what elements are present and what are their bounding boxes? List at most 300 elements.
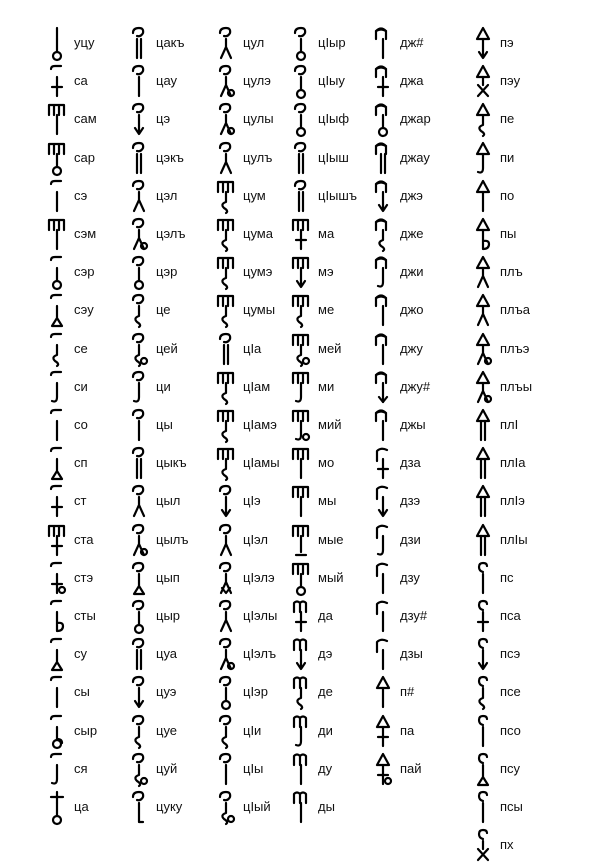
glyph-label: ци: [156, 378, 171, 394]
glyph-label: псу: [500, 760, 521, 776]
glyph-label: плъэ: [500, 340, 530, 356]
glyph-icon: [44, 102, 70, 138]
glyph-entry: [126, 217, 226, 253]
glyph-entry: [370, 714, 470, 750]
glyph-icon: [470, 484, 496, 520]
glyph-entry: [370, 675, 470, 711]
glyph-label: цумэ: [243, 264, 273, 280]
glyph-icon: [288, 752, 314, 788]
glyph-label: мей: [318, 340, 342, 356]
glyph-entry: [126, 370, 226, 406]
glyph-icon: [288, 637, 314, 673]
glyph-label: сам: [74, 111, 97, 127]
glyph-icon: [288, 102, 314, 138]
glyph-icon: [370, 752, 396, 788]
glyph-entry: [126, 408, 226, 444]
glyph-icon: [126, 179, 152, 215]
glyph-label: де: [318, 684, 333, 700]
glyph-icon: [370, 179, 396, 215]
glyph-icon: [44, 714, 70, 750]
glyph-icon: [470, 102, 496, 138]
glyph-label: ца: [74, 799, 89, 814]
glyph-entry: [470, 523, 570, 559]
glyph-label: цылъ: [156, 531, 189, 547]
glyph-label: псы: [500, 799, 523, 814]
glyph-label: цуку: [156, 799, 183, 814]
glyph-entry: [126, 141, 226, 177]
glyph-icon: [470, 675, 496, 711]
glyph-label: па: [400, 722, 415, 738]
glyph-entry: [470, 752, 570, 788]
glyph-label: уцу: [74, 35, 95, 50]
glyph-icon: [213, 752, 239, 788]
glyph-icon: [288, 179, 314, 215]
glyph-entry: [470, 370, 570, 406]
glyph-icon: [288, 561, 314, 597]
glyph-entry: [126, 675, 226, 711]
glyph-icon: [126, 790, 152, 826]
glyph-label: джу#: [400, 378, 431, 394]
glyph-label: дже: [400, 226, 424, 241]
glyph-label: дзу#: [400, 608, 428, 623]
glyph-entry: [470, 179, 570, 215]
glyph-icon: [213, 484, 239, 520]
glyph-label: дза: [400, 455, 421, 471]
glyph-icon: [213, 599, 239, 635]
glyph-icon: [288, 141, 314, 177]
glyph-label: цIы: [243, 760, 264, 776]
glyph-label: дж#: [400, 35, 424, 50]
glyph-label: цIам: [243, 378, 271, 394]
glyph-icon: [44, 332, 70, 368]
column-2: [126, 26, 226, 846]
glyph-label: плъы: [500, 378, 533, 394]
glyph-icon: [44, 217, 70, 253]
glyph-entry: [370, 141, 470, 177]
glyph-entry: [370, 217, 470, 253]
glyph-entry: [470, 293, 570, 329]
glyph-label: со: [74, 417, 88, 432]
glyph-icon: [126, 26, 152, 62]
glyph-icon: [470, 332, 496, 368]
glyph-icon: [288, 332, 314, 368]
glyph-label: цIамы: [243, 455, 280, 471]
glyph-label: цэр: [156, 264, 178, 280]
glyph-icon: [470, 446, 496, 482]
glyph-label: псэ: [500, 646, 521, 662]
glyph-icon: [126, 102, 152, 138]
glyph-icon: [126, 141, 152, 177]
glyph-entry: [370, 64, 470, 100]
glyph-icon: [126, 714, 152, 750]
glyph-icon: [470, 561, 496, 597]
glyph-icon: [288, 408, 314, 444]
glyph-label: пай: [400, 760, 422, 776]
glyph-icon: [370, 523, 396, 559]
glyph-icon: [126, 255, 152, 291]
glyph-icon: [470, 293, 496, 329]
glyph-entry: [370, 446, 470, 482]
glyph-label: се: [74, 340, 88, 356]
glyph-entry: [470, 484, 570, 520]
glyph-entry: [370, 752, 470, 788]
glyph-icon: [370, 26, 396, 62]
column-6: [470, 26, 570, 853]
glyph-label: цып: [156, 569, 180, 585]
glyph-icon: [288, 446, 314, 482]
glyph-icon: [470, 637, 496, 673]
glyph-label: са: [74, 73, 88, 89]
glyph-label: дзу: [400, 569, 420, 585]
glyph-icon: [470, 141, 496, 177]
glyph-entry: [370, 26, 470, 62]
glyph-icon: [126, 446, 152, 482]
glyph-icon: [44, 752, 70, 788]
glyph-icon: [370, 599, 396, 635]
glyph-icon: [470, 217, 496, 253]
glyph-label: цул: [243, 35, 265, 50]
glyph-icon: [44, 293, 70, 329]
glyph-icon: [213, 714, 239, 750]
glyph-label: цIэлъ: [243, 646, 277, 662]
glyph-entry: [370, 408, 470, 444]
glyph-label: пи: [500, 149, 515, 165]
glyph-label: п#: [400, 684, 415, 700]
glyph-icon: [44, 790, 70, 826]
glyph-label: цIа: [243, 340, 262, 356]
glyph-label: цыл: [156, 493, 181, 509]
glyph-icon: [370, 293, 396, 329]
glyph-icon: [288, 370, 314, 406]
glyph-icon: [370, 408, 396, 444]
glyph-icon: [213, 141, 239, 177]
glyph-entry: [126, 255, 226, 291]
glyph-entry: [126, 714, 226, 750]
glyph-icon: [370, 714, 396, 750]
glyph-label: сэу: [74, 302, 94, 318]
glyph-label: пы: [500, 226, 517, 241]
glyph-entry: [370, 523, 470, 559]
glyph-icon: [370, 141, 396, 177]
glyph-icon: [44, 408, 70, 444]
glyph-icon: [44, 599, 70, 635]
glyph-icon: [44, 141, 70, 177]
glyph-label: цум: [243, 187, 266, 203]
glyph-label: цIэл: [243, 531, 268, 547]
glyph-icon: [213, 217, 239, 253]
glyph-icon: [126, 293, 152, 329]
glyph-icon: [470, 599, 496, 635]
glyph-entry: [370, 332, 470, 368]
glyph-entry: [370, 293, 470, 329]
glyph-entry: [126, 179, 226, 215]
glyph-icon: [213, 332, 239, 368]
glyph-label: мий: [318, 417, 342, 432]
glyph-entry: [370, 255, 470, 291]
glyph-label: стэ: [74, 569, 94, 585]
glyph-label: псе: [500, 684, 521, 700]
glyph-icon: [44, 26, 70, 62]
glyph-label: цакъ: [156, 35, 185, 50]
glyph-icon: [370, 370, 396, 406]
glyph-entry: [470, 332, 570, 368]
glyph-icon: [126, 637, 152, 673]
glyph-icon: [44, 64, 70, 100]
glyph-label: цума: [243, 226, 273, 241]
glyph-label: цIэлэ: [243, 569, 275, 585]
glyph-icon: [213, 255, 239, 291]
glyph-icon: [126, 675, 152, 711]
glyph-label: цIыр: [318, 35, 346, 50]
glyph-label: пса: [500, 608, 521, 623]
glyph-label: сэ: [74, 187, 88, 203]
glyph-entry: [470, 828, 570, 864]
glyph-icon: [126, 217, 152, 253]
glyph-icon: [126, 561, 152, 597]
glyph-icon: [213, 408, 239, 444]
glyph-label: цуй: [156, 760, 178, 776]
glyph-label: пэ: [500, 35, 514, 50]
glyph-icon: [370, 332, 396, 368]
glyph-icon: [288, 675, 314, 711]
glyph-icon: [288, 26, 314, 62]
glyph-icon: [470, 179, 496, 215]
glyph-entry: [126, 293, 226, 329]
glyph-label: мы: [318, 493, 337, 509]
glyph-icon: [288, 293, 314, 329]
glyph-icon: [44, 675, 70, 711]
glyph-label: цIэ: [243, 493, 261, 509]
glyph-icon: [288, 714, 314, 750]
glyph-label: цыр: [156, 608, 181, 623]
glyph-icon: [126, 752, 152, 788]
glyph-label: дэ: [318, 646, 333, 662]
glyph-label: мые: [318, 531, 344, 547]
glyph-label: джы: [400, 417, 426, 432]
glyph-label: ди: [318, 722, 333, 738]
glyph-entry: [370, 179, 470, 215]
glyph-entry: [126, 790, 226, 826]
glyph-label: дзи: [400, 531, 421, 547]
glyph-label: джау: [400, 149, 430, 165]
glyph-entry: [126, 523, 226, 559]
glyph-label: ду: [318, 760, 333, 776]
glyph-label: джэ: [400, 187, 423, 203]
glyph-label: мо: [318, 455, 335, 471]
glyph-label: джи: [400, 264, 424, 280]
glyph-label: мый: [318, 569, 344, 585]
glyph-icon: [288, 484, 314, 520]
glyph-entry: [470, 217, 570, 253]
glyph-label: цIышъ: [318, 187, 357, 203]
glyph-icon: [213, 64, 239, 100]
glyph-label: плъ: [500, 264, 523, 280]
glyph-label: цуе: [156, 722, 178, 738]
glyph-entry: [370, 637, 470, 673]
glyph-icon: [470, 790, 496, 826]
glyph-label: пх: [500, 837, 514, 853]
glyph-icon: [213, 446, 239, 482]
glyph-label: ся: [74, 760, 88, 776]
glyph-icon: [213, 179, 239, 215]
glyph-icon: [470, 752, 496, 788]
glyph-label: су: [74, 646, 87, 662]
glyph-entry: [370, 102, 470, 138]
glyph-icon: [44, 255, 70, 291]
glyph-label: джар: [400, 111, 431, 127]
glyph-label: цуэ: [156, 684, 177, 700]
glyph-label: цэ: [156, 111, 171, 127]
glyph-label: цIый: [243, 799, 271, 814]
glyph-label: цIэлы: [243, 608, 278, 623]
glyph-icon: [126, 370, 152, 406]
glyph-label: цIыу: [318, 73, 345, 89]
glyph-label: цей: [156, 340, 178, 356]
glyph-icon: [370, 217, 396, 253]
glyph-entry: [470, 255, 570, 291]
glyph-label: цыкъ: [156, 455, 187, 471]
glyph-label: плIа: [500, 455, 526, 471]
glyph-icon: [470, 828, 496, 864]
glyph-label: сэр: [74, 264, 95, 280]
glyph-icon: [126, 484, 152, 520]
glyph-entry: [470, 637, 570, 673]
glyph-icon: [370, 675, 396, 711]
glyph-label: цIэр: [243, 684, 268, 700]
glyph-icon: [288, 790, 314, 826]
glyph-label: джо: [400, 302, 424, 318]
glyph-icon: [370, 561, 396, 597]
glyph-label: цIамэ: [243, 417, 277, 432]
glyph-label: ст: [74, 493, 87, 509]
glyph-icon: [470, 370, 496, 406]
glyph-icon: [126, 523, 152, 559]
glyph-icon: [470, 64, 496, 100]
glyph-icon: [288, 523, 314, 559]
glyph-icon: [288, 64, 314, 100]
glyph-icon: [370, 484, 396, 520]
glyph-entry: [470, 446, 570, 482]
glyph-entry: [470, 64, 570, 100]
glyph-icon: [288, 255, 314, 291]
glyph-label: ми: [318, 378, 335, 394]
glyph-entry: [370, 484, 470, 520]
glyph-entry: [126, 446, 226, 482]
glyph-entry: [126, 26, 226, 62]
glyph-icon: [126, 408, 152, 444]
glyph-label: цы: [156, 417, 173, 432]
glyph-icon: [288, 599, 314, 635]
glyph-entry: [126, 102, 226, 138]
glyph-entry: [126, 752, 226, 788]
glyph-label: цау: [156, 73, 178, 89]
glyph-entry: [470, 26, 570, 62]
glyph-label: ды: [318, 799, 335, 814]
glyph-label: цулы: [243, 111, 274, 127]
glyph-label: сэм: [74, 226, 97, 241]
glyph-icon: [213, 293, 239, 329]
glyph-label: сп: [74, 455, 88, 471]
glyph-label: плI: [500, 417, 519, 432]
glyph-icon: [213, 561, 239, 597]
glyph-label: пе: [500, 111, 515, 127]
glyph-label: дзы: [400, 646, 423, 662]
glyph-icon: [213, 102, 239, 138]
glyph-label: цэл: [156, 187, 178, 203]
glyph-icon: [126, 64, 152, 100]
glyph-icon: [288, 217, 314, 253]
glyph-entry: [126, 599, 226, 635]
glyph-label: да: [318, 608, 333, 623]
glyph-label: цIи: [243, 722, 262, 738]
glyph-label: цэкъ: [156, 149, 184, 165]
glyph-icon: [213, 26, 239, 62]
glyph-entry: [470, 714, 570, 750]
glyph-entry: [470, 599, 570, 635]
glyph-label: дзэ: [400, 493, 421, 509]
glyph-icon: [213, 637, 239, 673]
glyph-label: сты: [74, 608, 96, 623]
glyph-icon: [44, 637, 70, 673]
glyph-entry: [126, 332, 226, 368]
glyph-label: цумы: [243, 302, 276, 318]
glyph-label: си: [74, 378, 88, 394]
glyph-entry: [126, 637, 226, 673]
glyph-icon: [126, 599, 152, 635]
glyph-icon: [470, 26, 496, 62]
glyph-label: сыр: [74, 722, 98, 738]
glyph-label: цулъ: [243, 149, 273, 165]
glyph-label: це: [156, 302, 171, 318]
glyph-entry: [470, 102, 570, 138]
glyph-icon: [370, 102, 396, 138]
glyph-label: цIыш: [318, 149, 349, 165]
glyph-label: мэ: [318, 264, 334, 280]
glyph-icon: [470, 714, 496, 750]
glyph-entry: [126, 561, 226, 597]
glyph-icon: [213, 790, 239, 826]
glyph-entry: [370, 599, 470, 635]
glyph-icon: [370, 64, 396, 100]
glyph-icon: [213, 523, 239, 559]
glyph-entry: [370, 370, 470, 406]
column-5: [370, 26, 470, 846]
glyph-label: сы: [74, 684, 90, 700]
glyph-label: сар: [74, 149, 95, 165]
glyph-label: ме: [318, 302, 335, 318]
glyph-label: плIы: [500, 531, 528, 547]
glyph-icon: [126, 332, 152, 368]
glyph-entry: [126, 64, 226, 100]
glyph-icon: [44, 523, 70, 559]
glyph-icon: [213, 675, 239, 711]
glyph-icon: [470, 408, 496, 444]
glyph-entry: [126, 484, 226, 520]
glyph-icon: [44, 179, 70, 215]
glyph-entry: [470, 408, 570, 444]
glyph-label: пс: [500, 569, 514, 585]
glyph-label: цэлъ: [156, 226, 186, 241]
glyph-entry: [470, 675, 570, 711]
glyph-label: цуа: [156, 646, 178, 662]
glyph-icon: [213, 370, 239, 406]
glyph-label: джа: [400, 73, 424, 89]
glyph-label: ста: [74, 531, 94, 547]
glyph-label: пэу: [500, 73, 521, 89]
glyph-icon: [44, 370, 70, 406]
glyph-label: псо: [500, 722, 521, 738]
glyph-label: цIыф: [318, 111, 350, 127]
